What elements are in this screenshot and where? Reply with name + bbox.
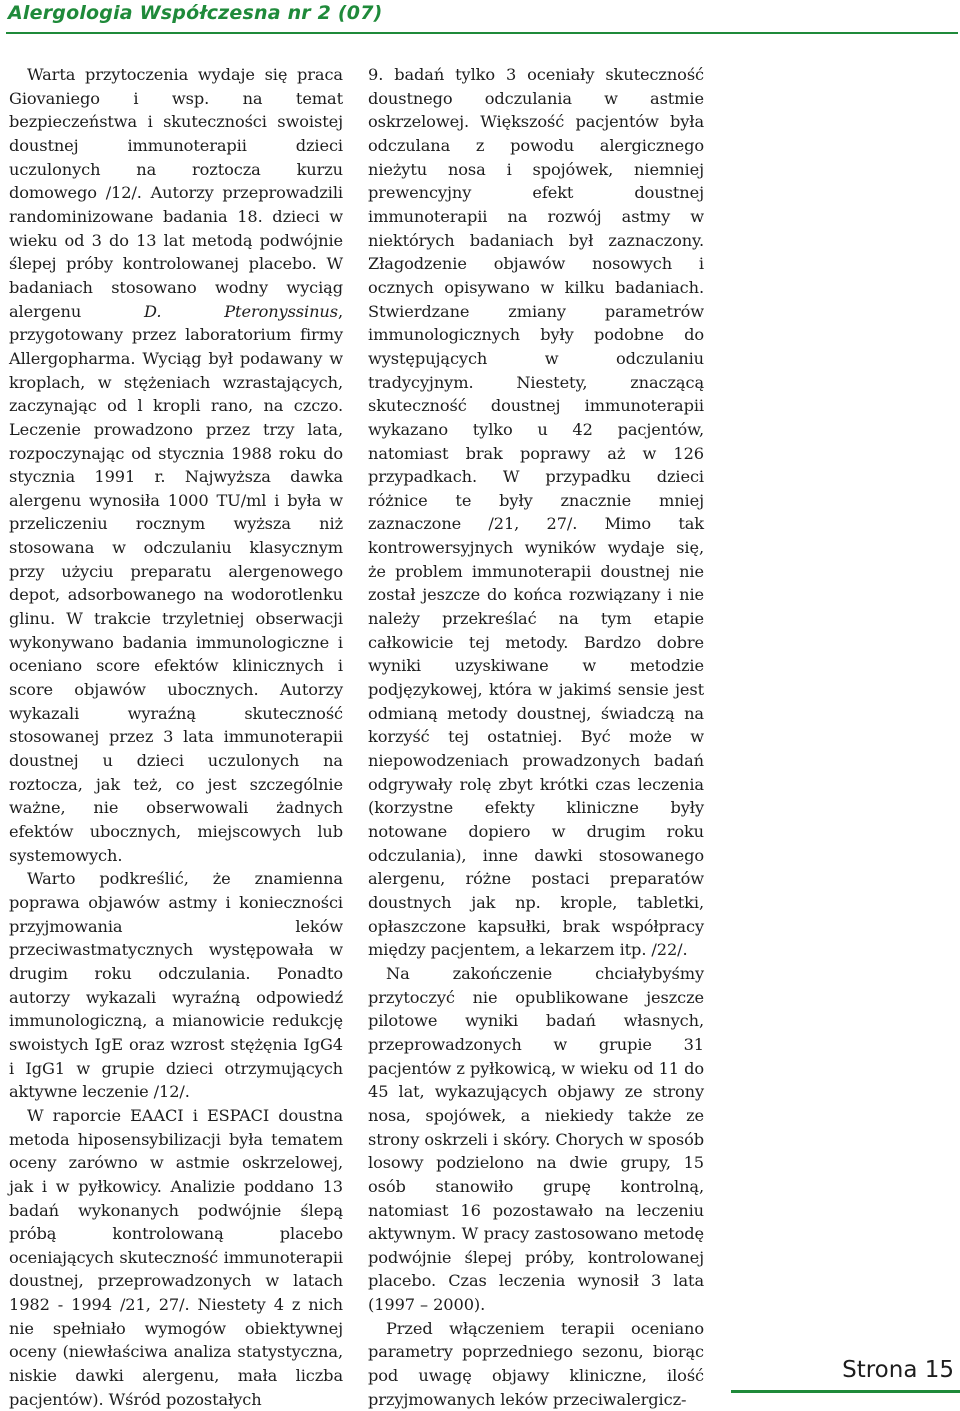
header-rule — [6, 32, 958, 34]
left-paragraph-3: W raporcie EAACI i ESPACI doustna metoda hiposensybilizacji była tematem oceny zarówno w astmie oskrzelowej, jak i w pyłkowicy. Analizie poddano 13 badań wykonanych podwójnie ślepą próbą kontrolowaną placebo oceniających skuteczność immunoterapii doustnej, przeprowadzonych w latach 1982 - 1994 /21, 27/. Niestety 4 z nich nie spełniało wymogów obiektywnej oceny (niewłaściwa analiza statystyczna, niskie dawki alergenu, mała liczba pacjentów). Wśród pozostałych — [9, 1105, 343, 1409]
left-paragraph-1 — [9, 63, 343, 867]
left-paragraph-1-rest: , przygotowany przez laboratorium firmy Allergopharma. Wyciąg był podawany w kroplach, w stężeniach wzrastających, zaczynając od l kropli rano, na czczo. Leczenie prowadzono przez trzy lata, rozpoczynając od stycznia 1988 roku do stycznia 1991 r. Najwyższa dawka alergenu wynosiła 1000 TU/ml i była w przeliczeniu rocznym wyższa niż stosowana w odczulaniu klasycznym przy użyciu preparatu alergenowego depot, adsorbowanego na wodorotlenku glinu. W trakcie trzyletniej obserwacji wykonywano badania immunologiczne i oceniano score efektów klinicznych i score objawów ubocznych. Autorzy wykazali wyraźną skuteczność stosowanej przez 3 lata immunoterapii doustnej u dzieci uczulonych na roztocza, jak też, co jest szczególnie ważne, nie obserwowali żadnych efektów ubocznych, miejscowych lub systemowych. — [9, 301, 343, 865]
page-number: Strona 15 — [842, 1357, 954, 1383]
right-paragraph-1: 9. badań tylko 3 oceniały skuteczność doustnego odczulania w astmie oskrzelowej. Większość pacjentów była odczulana z powodu alergicznego nieżytu nosa i spojówek, niemniej prewencyjny efekt doustnej immunoterapii na rozwój astmy w niektórych badaniach był zaznaczony. Złagodzenie objawów nosowych i ocznych opisywano w kilku badaniach. Stwierdzane zmiany parametrów immunologicznych były podobne do występujących w odczulaniu tradycyjnym. Niestety, znaczącą skuteczność doustnej immunoterapii wykazano tylko u 42 pacjentów, natomiast brak poprawy aż w 126 przypadkach. W przypadku dzieci różnice te były znacznie mniej zaznaczone /21, 27/. Mimo tak kontrowersyjnych wyników wydaje się, że problem immunoterapii doustnej nie został jeszcze do końca rozwiązany i nie należy przekreślać na tym etapie całkowicie tej metody. Bardzo dobre wyniki uzyskiwane w metodzie podjęzykowej, która w jakimś sensie jest odmianą metody doustnej, świadczą na korzyść tej ostatniej. Być może w niepowodzeniach prowadzonych badań odgrywały rolę zbyt krótki czas leczenia (korzystne efekty kliniczne były notowane dopiero w drugim roku odczulania), inne dawki stosowanego alergenu, różne postaci preparatów doustnych jak np. krople, tabletki, opłaszczone kapsułki, brak współpracy między pacjentem, a lekarzem itp. /22/. — [368, 65, 704, 960]
right-paragraph-3: Przed włączeniem terapii oceniano parametry poprzedniego sezonu, biorąc pod uwagę objawy kliniczne, ilość przyjmowanych leków przeciwalergicz- — [368, 1318, 704, 1409]
left-paragraph-2: Warto podkreślić, że znamienna poprawa objawów astmy i konieczności przyjmowania leków przeciwastmatycznych występowała w drugim roku odczulania. Ponadto autorzy wykazali wyraźną odpowiedź immunologiczną, a mianowicie redukcję swoistych IgE oraz wzrost stężęnia IgG4 i IgG1 w grupie dzieci otrzymujących aktywne leczenie /12/. — [9, 869, 343, 1102]
left-column — [9, 63, 343, 1411]
footer-rule — [731, 1390, 960, 1393]
species-name: D. Pteronyssinus — [144, 301, 338, 321]
right-column — [368, 63, 704, 1411]
left-paragraph-1-text: Warta przytoczenia wydaje się praca Giovaniego i wsp. na temat bezpieczeństwa i skuteczności swoistej doustnej immunoterapii dzieci uczulonych na roztocza kurzu domowego /12/. Autorzy przeprowadzili randominizowane badania 18. dzieci w wieku od 3 do 13 lat metodą podwójnie ślepej próby kontrolowanej placebo. W badaniach stosowano wodny wyciąg alergenu — [9, 65, 343, 321]
right-paragraph-2: Na zakończenie chciałybyśmy przytoczyć nie opublikowane jeszcze pilotowe wyniki badań własnych, przeprowadzonych w grupie 31 pacjentów z pyłkowicą, w wieku od 11 do 45 lat, wykazujących objawy ze strony nosa, spojówek, a niekiedy także ze strony oskrzeli i skóry. Chorych w sposób losowy podzielono na dwie grupy, 15 osób stanowiło grupę kontrolną, natomiast 16 pozostawało na leczeniu aktywnym. W pracy zastosowano metodę podwójnie ślepej próby, kontrolowanej placebo. Czas leczenia wynosił 3 lata (1997 – 2000). — [368, 963, 704, 1315]
journal-title: Alergologia Współczesna nr 2 (07) — [8, 2, 383, 24]
